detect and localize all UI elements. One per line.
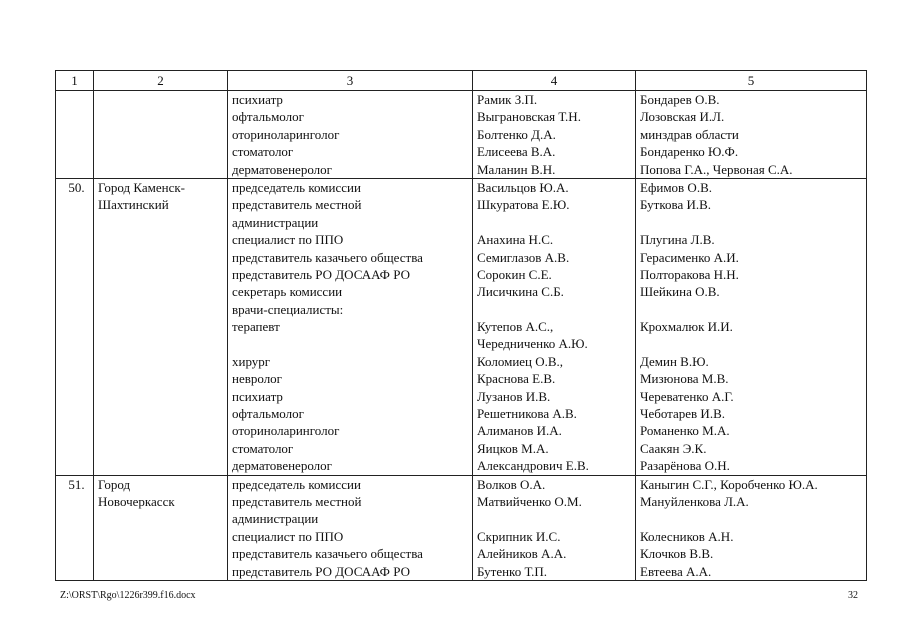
cell-line: Разарёнова О.Н. bbox=[640, 458, 730, 474]
row-number-cell bbox=[56, 91, 94, 179]
cell-line: дерматовенеролог bbox=[232, 458, 332, 474]
cell-line: Мануйленкова Л.А. bbox=[640, 493, 749, 509]
cell-line: председатель комиссии bbox=[232, 476, 361, 492]
member-cell bbox=[473, 178, 636, 475]
cell-line bbox=[477, 510, 635, 527]
cell-line: Демин В.Ю. bbox=[640, 353, 709, 369]
cell-line: Ефимов О.В. bbox=[640, 179, 712, 195]
table-row bbox=[56, 178, 867, 475]
cell-line: Колесников А.Н. bbox=[640, 528, 734, 544]
cell-line bbox=[640, 335, 866, 352]
cell-line: представитель РО ДОСААФ РО bbox=[232, 563, 410, 579]
reserve-member-cell bbox=[636, 178, 867, 475]
district-cell bbox=[94, 475, 228, 580]
table-row bbox=[56, 91, 867, 179]
cell-line: Бондарев О.В. bbox=[640, 92, 720, 107]
district-cell bbox=[94, 91, 228, 179]
cell-line: председатель комиссии bbox=[232, 179, 361, 195]
cell-line: специалист по ППО bbox=[232, 528, 344, 544]
cell-line: Новочеркасск bbox=[98, 493, 175, 509]
cell-line: Алиманов И.А. bbox=[477, 423, 562, 439]
header-col-2: 2 bbox=[94, 71, 228, 91]
table-row bbox=[56, 475, 867, 580]
cell-line: Каныгин С.Г., Коробченко Ю.А. bbox=[640, 476, 818, 492]
cell-line bbox=[640, 214, 866, 231]
cell-line: врачи-специалисты: bbox=[232, 301, 344, 317]
header-col-3: 3 bbox=[228, 71, 473, 91]
cell-line: стоматолог bbox=[232, 440, 294, 456]
cell-line: Шейкина О.В. bbox=[640, 284, 720, 300]
cell-line: Рамик З.П. bbox=[477, 92, 538, 107]
cell-line: Выграновская Т.Н. bbox=[477, 109, 581, 125]
cell-line: Город Каменск- bbox=[98, 179, 186, 195]
cell-line: Полторакова Н.Н. bbox=[640, 266, 739, 282]
cell-line: представитель местной bbox=[232, 493, 362, 509]
cell-line: Романенко М.А. bbox=[640, 423, 730, 439]
cell-line: Шкуратова Е.Ю. bbox=[477, 197, 570, 213]
cell-line: Лузанов И.В. bbox=[477, 388, 551, 404]
cell-line: Шахтинский bbox=[98, 197, 169, 213]
cell-line: психиатр bbox=[232, 92, 283, 107]
cell-line: представитель РО ДОСААФ РО bbox=[232, 266, 410, 282]
cell-line: Краснова Е.В. bbox=[477, 371, 556, 387]
cell-line bbox=[477, 301, 635, 318]
cell-line: специалист по ППО bbox=[232, 232, 344, 248]
cell-line: дерматовенеролог bbox=[232, 161, 332, 177]
row-number-cell: 51. bbox=[56, 475, 94, 580]
cell-line: администрации bbox=[232, 214, 319, 230]
cell-line: офтальмолог bbox=[232, 406, 304, 422]
cell-line: Крохмалюк И.И. bbox=[640, 319, 733, 335]
member-cell bbox=[473, 91, 636, 179]
cell-line: терапевт bbox=[232, 319, 280, 335]
cell-line: минздрав области bbox=[640, 126, 739, 142]
cell-line: Бутенко Т.П. bbox=[477, 563, 547, 579]
footer-page-number: 32 bbox=[848, 590, 858, 601]
cell-line: Волков О.А. bbox=[477, 476, 546, 492]
cell-line: Бондаренко Ю.Ф. bbox=[640, 144, 739, 160]
cell-line bbox=[640, 510, 866, 527]
role-cell bbox=[228, 178, 473, 475]
cell-line: Герасименко А.И. bbox=[640, 249, 739, 265]
header-col-4: 4 bbox=[473, 71, 636, 91]
cell-line: представитель казачьего общества bbox=[232, 249, 423, 265]
cell-line: Клочков В.В. bbox=[640, 546, 714, 562]
cell-line: Буткова И.В. bbox=[640, 197, 712, 213]
cell-line: администрации bbox=[232, 511, 319, 527]
cell-line: Семиглазов А.В. bbox=[477, 249, 570, 265]
footer-file-path: Z:\ORST\Rgo\1226r399.f16.docx bbox=[60, 590, 196, 601]
cell-line: Матвийченко О.М. bbox=[477, 493, 582, 509]
cell-line: стоматолог bbox=[232, 144, 294, 160]
cell-line: Лозовская И.Л. bbox=[640, 109, 725, 125]
cell-line: психиатр bbox=[232, 388, 283, 404]
cell-line: Маланин В.Н. bbox=[477, 161, 556, 177]
cell-line bbox=[640, 301, 866, 318]
cell-line: Решетникова А.В. bbox=[477, 406, 577, 422]
cell-line: Болтенко Д.А. bbox=[477, 126, 556, 142]
cell-line: Кутепов А.С., bbox=[477, 319, 554, 335]
cell-line: представитель казачьего общества bbox=[232, 546, 423, 562]
cell-line: Чеботарев И.В. bbox=[640, 406, 725, 422]
cell-line: Скрипник И.С. bbox=[477, 528, 561, 544]
role-cell bbox=[228, 91, 473, 179]
cell-line: хирург bbox=[232, 353, 271, 369]
reserve-member-cell bbox=[636, 91, 867, 179]
role-cell bbox=[228, 475, 473, 580]
cell-line bbox=[477, 214, 635, 231]
cell-line: Череватенко А.Г. bbox=[640, 388, 734, 404]
header-row bbox=[56, 71, 867, 91]
row-number-cell: 50. bbox=[56, 178, 94, 475]
cell-line: секретарь комиссии bbox=[232, 284, 343, 300]
cell-line: Плугина Л.В. bbox=[640, 232, 715, 248]
cell-line: Лисичкина С.Б. bbox=[477, 284, 564, 300]
cell-line: Евтеева А.А. bbox=[640, 563, 712, 579]
cell-line: Город bbox=[98, 476, 131, 492]
cell-line bbox=[232, 335, 472, 352]
cell-line: Саакян Э.К. bbox=[640, 440, 707, 456]
cell-line: Елисеева В.А. bbox=[477, 144, 556, 160]
cell-line: Мизюнова М.В. bbox=[640, 371, 729, 387]
cell-line: Анахина Н.С. bbox=[477, 232, 554, 248]
cell-line: Яицков М.А. bbox=[477, 440, 549, 456]
cell-line: Коломиец О.В., bbox=[477, 353, 564, 369]
cell-line: офтальмолог bbox=[232, 109, 304, 125]
cell-line: оториноларинголог bbox=[232, 126, 340, 142]
cell-line: Попова Г.А., Червоная С.А. bbox=[640, 161, 793, 177]
header-col-1: 1 bbox=[56, 71, 94, 91]
cell-line: Александрович Е.В. bbox=[477, 458, 589, 474]
reserve-member-cell bbox=[636, 475, 867, 580]
district-cell bbox=[94, 178, 228, 475]
cell-line: Васильцов Ю.А. bbox=[477, 179, 569, 195]
member-cell bbox=[473, 475, 636, 580]
cell-line: оториноларинголог bbox=[232, 423, 340, 439]
cell-line: Сорокин С.Е. bbox=[477, 266, 552, 282]
cell-line: Алейников А.А. bbox=[477, 546, 567, 562]
cell-line: Чередниченко А.Ю. bbox=[477, 336, 588, 352]
cell-line: невролог bbox=[232, 371, 283, 387]
cell-line: представитель местной bbox=[232, 197, 362, 213]
header-col-5: 5 bbox=[636, 71, 867, 91]
commission-table bbox=[55, 70, 867, 581]
